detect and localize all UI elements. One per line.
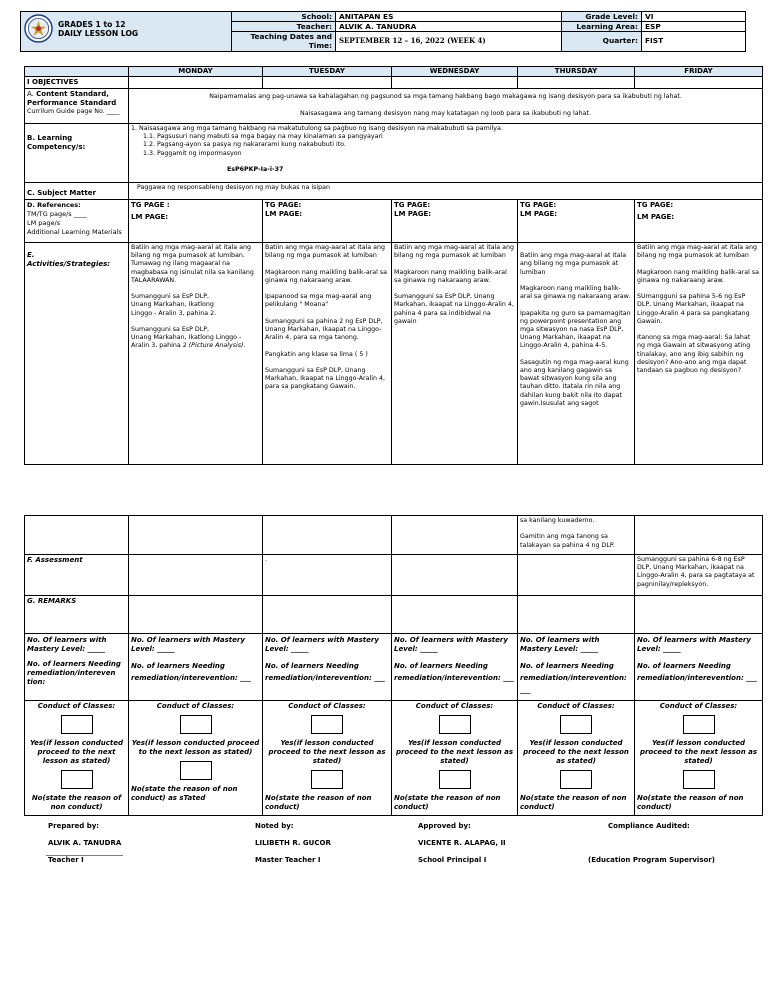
conduct-no-5: No(state the reason of non conduct) (637, 794, 744, 811)
quarter-label: Quarter: (562, 32, 642, 52)
day-header-tuesday: TUESDAY (263, 67, 392, 77)
lm-page-monday: LM PAGE: (131, 213, 169, 221)
compliance-audited-title: (Education Program Supervisor) (588, 856, 715, 864)
activities-monday-text: Batiin ang mga mag-aaral at itala ang bilang ng mga pumasok at lumiban. Tumawag ng ilang magaaral na magbabasa ng isinulat nila sa kanilang TALAARAWAN. Sumangguni sa EsP DLP, Unang Markahan, Ikatlong Linggo - Aralin 3, pahina 2. Sumangguni sa EsP DLP, Unang Markahan, Ikatlong Linggo - Aralin 3, pahina 2 (131, 244, 254, 350)
conduct-label-0: Conduct of Classes: (37, 702, 116, 710)
lm-page-tuesday: LM PAGE: (265, 210, 303, 218)
deped-seal-icon (24, 14, 53, 43)
conduct-yes-2: Yes(if lesson conducted proceed to the next lesson as stated) (268, 739, 386, 765)
lm-page-wednesday: LM PAGE: (394, 210, 432, 218)
references-sub-label: TM/TG page/s ____ LM page/s Additional Learning Materials (27, 210, 122, 236)
yes-checkbox-4[interactable] (560, 715, 592, 734)
mastery-cell-2 (263, 634, 392, 701)
conduct-cell-0 (25, 701, 129, 816)
lesson-log-table (24, 66, 763, 465)
activities-thursday: Batiin ang mga mag-aaral at itala ang bilang ng mga pumasok at lumiban Magkaroon nang maikling balik-aral sa ginawa ng nakaraang araw. Ipapakita ng guro sa pamamagitan ng powerpoint presentation ang mga sitwasyon na nasa EsP DLP, Unang Markahan, ikaapat na Linggo-Aralin 4, pahina 4-5. Sasagutin ng mga mag-aaral kung ano ang kanilang gagawin sa bawat sitwasyon kung sila ang tauhan ditto. Itatala rin nila ang dahilan kung bakit nila ito dapat gawin.Isusulat ang sagot (518, 243, 635, 465)
activities-monday (129, 243, 263, 465)
competency-main: 1. Naisasagawa ang mga tamang hakbang na makatutulong sa pagbuo ng isang desisyon na makabubuti sa pamilya. (131, 125, 503, 132)
noted-by-label: Noted by: (255, 822, 294, 830)
tg-page-wednesday: TG PAGE: (394, 201, 431, 209)
conduct-no-2: No(state the reason of non conduct) (265, 794, 372, 811)
conduct-no-4: No(state the reason of non conduct) (520, 794, 627, 811)
references-wednesday (392, 200, 518, 243)
assessment-label: F. Assessment (25, 555, 129, 596)
curriculum-guide-page: Currilum Guide page No. ____ (27, 108, 120, 115)
conduct-label-2: Conduct of Classes: (288, 702, 366, 710)
activities-monday-italic: (Picture Analysis). (188, 342, 246, 350)
header-title-cell (21, 12, 232, 52)
conduct-label-4: Conduct of Classes: (537, 702, 615, 710)
activities-title: Activities/Strategies: (27, 260, 111, 268)
tg-page-monday: TG PAGE : (131, 201, 170, 209)
school-label: School: (232, 12, 336, 22)
yes-checkbox-0[interactable] (61, 715, 93, 734)
teaching-dates-label-line1: Teaching Dates and (250, 32, 332, 41)
remediation-0: No. of learners Needing remediation/intereven tion: (27, 660, 121, 686)
references-thursday (518, 200, 635, 243)
quarter-value: FIST (642, 32, 746, 52)
day-header-thursday: THURSDAY (518, 67, 635, 77)
school-value: ANITAPAN ES (336, 12, 562, 22)
mastery-cell-1 (129, 634, 263, 701)
conduct-label-1: Conduct of Classes: (156, 702, 235, 710)
header-title-line1: GRADES 1 to 12 (58, 19, 126, 29)
content-standard-label (25, 89, 129, 124)
mastery-level-0: No. Of learners with Mastery Level: _____ (27, 636, 107, 653)
conduct-cell-1 (129, 701, 263, 816)
conduct-no-3: No(state the reason of non conduct) (394, 794, 501, 811)
grade-level-value: VI (642, 12, 746, 22)
conduct-yes-3: Yes(if lesson conducted proceed to the next lesson as stated) (395, 739, 514, 765)
header-table (20, 11, 746, 52)
competency-sub2: 1.2. Pagsang-ayon sa pasya ng nakararami kung nakabubuti ito. (143, 141, 346, 149)
mastery-level-3: No. Of learners with Mastery Level: _____ (394, 636, 508, 653)
content-standard-text1: Naipamamalas ang pag-unawa sa kahalagahan ng pagsunod sa mga tamang hakbang bago makagawa ng isang desisyon para sa ikabubuti ng lahat. (209, 93, 682, 100)
conduct-cell-4 (518, 701, 635, 816)
mastery-cell-0 (25, 634, 129, 701)
teaching-dates-label-line2: Time: (308, 41, 332, 50)
lm-page-thursday: LM PAGE: (520, 210, 558, 218)
mastery-cell-5 (635, 634, 763, 701)
no-checkbox-0[interactable] (61, 770, 93, 789)
competency-text (129, 124, 763, 183)
conduct-no-1: No(state the reason of non conduct) as sTated (131, 785, 238, 802)
remediation-1: No. of learners Needing remediation/interevention: ___ (131, 662, 251, 682)
day-header-friday: FRIDAY (635, 67, 763, 77)
prepared-by-name: ALVIK A. TANUDRA (48, 839, 122, 847)
no-checkbox-2[interactable] (311, 770, 343, 789)
mastery-level-1: No. Of learners with Mastery Level: _____ (131, 636, 245, 653)
content-standard-title: Content Standard, Performance Standard (27, 90, 117, 107)
learning-area-label: Learning Area: (562, 22, 642, 32)
yes-checkbox-1[interactable] (180, 715, 212, 734)
approved-by-name: VICENTE R. ALAPAG, II (418, 839, 506, 847)
activities-friday: Batiin ang mga mag-aaral at itala ang bilang ng mga pumasok at lumiban Magkaroon nang maikling balik-aral sa ginawa ng nakaraang araw. SUmangguni sa pahina 5-6 ng EsP DLP, Unang Markahan, ikaapat na Linggo-Aralin 4 para sa pangkatang Gawain. Itanong sa mga mag-aaral: Sa lahat ng mga Gawain at sitwasyong ating tinalakay, ano ang ibig sabihin ng desisyon? Ano-ano ang mga dapat tandaan sa pagbuo ng desisyon? (635, 243, 763, 465)
competency-label: B. Learning Competency/s: (25, 124, 129, 183)
no-checkbox-3[interactable] (439, 770, 471, 789)
learning-area-value: ESP (642, 22, 746, 32)
grade-level-label: Grade Level: (562, 12, 642, 22)
yes-checkbox-3[interactable] (439, 715, 471, 734)
approved-by-title: School Principal I (418, 856, 487, 864)
day-header-blank (25, 67, 129, 77)
references-friday (635, 200, 763, 243)
assessment-friday: Sumangguni sa pahina 6-8 ng EsP DLP, Unang Markahan, ikaapat na Linggo-Aralin 4, para sa pagtataya at pagninilay/repleksyon. (635, 555, 763, 596)
references-label (25, 200, 129, 243)
competency-code: EsP6PKP-Ia-i-37 (227, 165, 284, 173)
objectives-label: I OBJECTIVES (25, 77, 129, 89)
tg-page-thursday: TG PAGE: (520, 201, 557, 209)
mastery-level-5: No. Of learners with Mastery Level: _____ (637, 636, 751, 653)
lm-page-friday: LM PAGE: (637, 213, 675, 221)
teacher-label: Teacher: (232, 22, 336, 32)
no-checkbox-1[interactable] (180, 761, 212, 780)
references-tuesday (263, 200, 392, 243)
prepared-by-title: Teacher I (48, 856, 84, 864)
content-standard-text2: Naisasagawa ang tamang desisyon nang may katatagan ng loob para sa ikabubuti ng lahat. (300, 110, 591, 118)
subject-matter-label: C. Subject Matter (25, 183, 129, 200)
conduct-cell-5 (635, 701, 763, 816)
content-standard-text (129, 89, 763, 124)
conduct-no-0: No(state the reason of non conduct) (31, 794, 122, 811)
references-monday (129, 200, 263, 243)
noted-by-name: LILIBETH R. GUCOR (255, 839, 331, 847)
no-checkbox-5[interactable] (683, 770, 715, 789)
prepared-by-label: Prepared by: (48, 822, 100, 830)
day-header-monday: MONDAY (129, 67, 263, 77)
lesson-log-table-continued (24, 515, 763, 816)
conduct-cell-3 (392, 701, 518, 816)
prepared-by-line: ______________________ (46, 848, 123, 856)
activities-tuesday: Batiin ang mga mag-aaral at itala ang bilang ng mga pumasok at lumiban Magkaroon nang maikling balik-aral sa ginawa ng nakaraang araw. Ipapanood sa mga mag-aaral ang pelikulang " Moana" Sumangguni sa pahina 2 ng EsP DLP, Unang Markahan, Ikaapat na Linggo-Aralin 4, para sa mga tanong. Pangkatin ang klase sa lima ( 5 ) Sumangguni sa EsP DLP, Unang Markahan, Ikaapat na Linggo-Aralin 4, para sa pangkatang Gawain. (263, 243, 392, 465)
conduct-yes-0: Yes(if lesson conducted proceed to the next lesson as stated) (29, 739, 124, 765)
activities-wednesday: Batiin ang mga mag-aaral at itala ang bilang ng mga pumasok at lumiban Magkaroon nang maikling balik-aral sa ginawa ng nakaraang araw. Sumangguni sa EsP DLP, Unang Markahan, ikaapat na Linggo-Aralin 4, pahina 4 para sa indibidwal na gawain (392, 243, 518, 465)
conduct-label-3: Conduct of Classes: (415, 702, 494, 710)
competency-sub1: 1.1. Pagsusuri nang mabuti sa mga bagay na may kinalaman sa pangyayari (143, 133, 383, 141)
conduct-label-5: Conduct of Classes: (659, 702, 738, 710)
remarks-label: G. REMARKS (25, 596, 129, 634)
mastery-cell-3 (392, 634, 518, 701)
yes-checkbox-2[interactable] (311, 715, 343, 734)
subject-matter-text: Paggawa ng responsableng desisyon ng may bukas na isipan (129, 183, 763, 200)
references-title: D. References: (27, 201, 81, 209)
mastery-cell-4 (518, 634, 635, 701)
remediation-4: No. of learners Needing remediation/interevention: ___ (520, 662, 627, 694)
content-standard-prefix: A. (27, 90, 34, 98)
teacher-value: ALVIK A. TANUDRA (336, 22, 562, 32)
conduct-cell-2 (263, 701, 392, 816)
assessment-tuesday: . (263, 555, 392, 596)
no-checkbox-4[interactable] (560, 770, 592, 789)
noted-by-title: Master Teacher I (255, 856, 321, 864)
tg-page-tuesday: TG PAGE: (265, 201, 302, 209)
yes-checkbox-5[interactable] (683, 715, 715, 734)
conduct-yes-4: Yes(if lesson conducted proceed to the next lesson as stated) (523, 739, 629, 765)
conduct-yes-1: Yes(if lesson conducted proceed to the next lesson as stated) (131, 739, 260, 756)
mastery-level-4: No. Of learners with Mastery Level: _____ (520, 636, 600, 653)
activities-thursday-continued: sa kanilang kuwaderno. Gamitin ang mga tanong sa talakayan sa pahina 4 ng DLP. (518, 516, 635, 555)
competency-sub3: 1.3. Paggamit ng impormasyon (143, 149, 242, 157)
compliance-audited-label: Compliance Audited: (608, 822, 690, 830)
activities-prefix: E. (27, 251, 35, 259)
mastery-level-2: No. Of learners with Mastery Level: _____ (265, 636, 379, 653)
activities-label (25, 243, 129, 465)
approved-by-label: Approved by: (418, 822, 471, 830)
remediation-2: No. of learners Needing remediation/interevention: ___ (265, 662, 385, 682)
teaching-dates-value: SEPTEMBER 12 – 16, 2022 (WEEK 4) (336, 32, 562, 52)
day-header-wednesday: WEDNESDAY (392, 67, 518, 77)
tg-page-friday: TG PAGE: (637, 201, 674, 209)
remediation-5: No. of learners Needing remediation/interevention: ___ (637, 662, 757, 682)
conduct-yes-5: Yes(if lesson conducted proceed to the next lesson as stated) (639, 739, 758, 765)
teaching-dates-label (232, 32, 336, 52)
remediation-3: No. of learners Needing remediation/interevention: ___ (394, 662, 514, 682)
header-title-line2: DAILY LESSON LOG (58, 28, 139, 38)
